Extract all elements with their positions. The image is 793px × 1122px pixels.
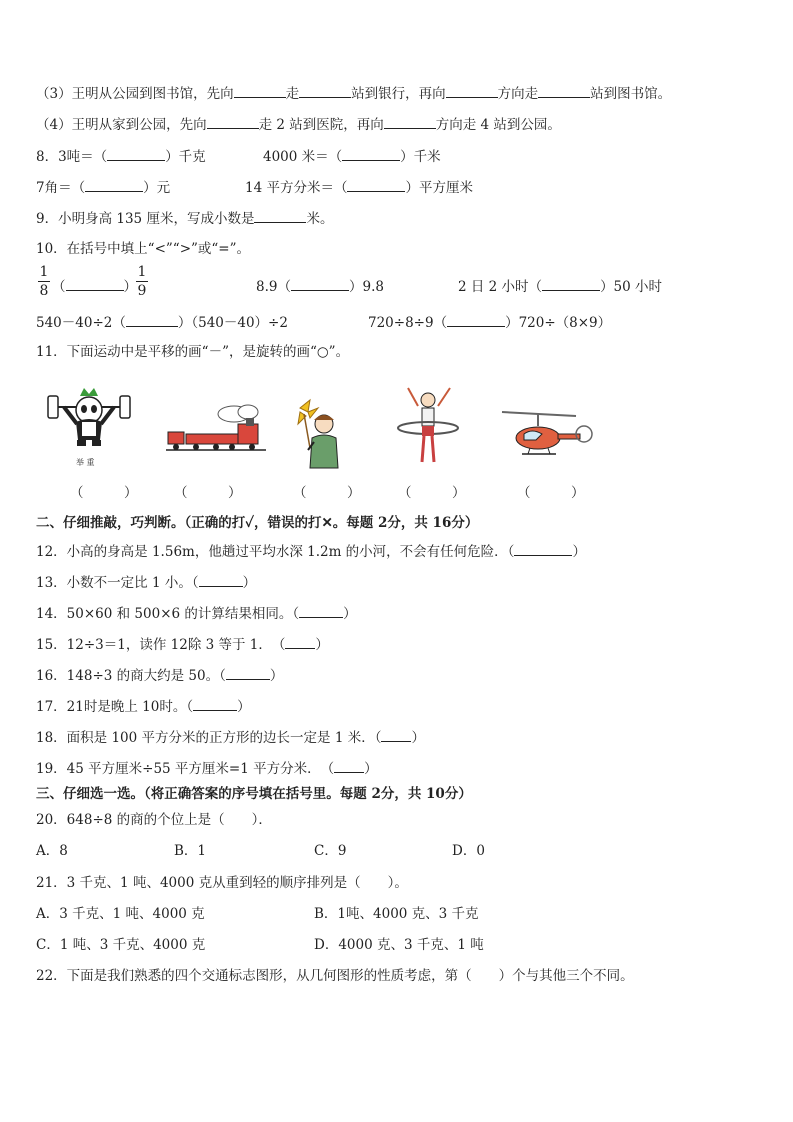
q17: 17．21时是晚上 10时。（ ） <box>36 696 251 716</box>
answer-blank[interactable] <box>226 665 270 680</box>
q20-option-c[interactable]: C．9 <box>314 843 347 859</box>
helicopter-image <box>496 406 596 462</box>
q20-option-b[interactable]: B．1 <box>174 843 207 859</box>
q11-answer-hula-hoop[interactable]: （ ） <box>398 485 466 501</box>
answer-blank[interactable] <box>107 146 165 161</box>
q21-stem: 21．3 千克、1 吨、4000 克从重到轻的顺序排列是（ ）。 <box>36 875 408 891</box>
answer-blank[interactable] <box>447 312 505 327</box>
blank-field[interactable] <box>234 83 286 98</box>
answer-blank[interactable] <box>126 312 178 327</box>
q11-title: 11．下面运动中是平移的画“－”，是旋转的画“○”。 <box>36 344 350 360</box>
q21-option-c[interactable]: C．1 吨、3 千克、4000 克 <box>36 937 206 953</box>
answer-blank[interactable] <box>291 276 349 291</box>
blank-field[interactable] <box>254 208 306 223</box>
q10-item3: 2 日 2 小时（ ）50 小时 <box>458 276 662 296</box>
answer-blank[interactable] <box>381 727 411 742</box>
weightlifting-caption: 举 重 <box>76 458 95 467</box>
answer-blank[interactable] <box>514 541 572 556</box>
q11-answer-helicopter[interactable]: （ ） <box>517 485 585 501</box>
q15: 15．12÷3＝1，读作 12除 3 等于 1． （ ） <box>36 634 329 654</box>
blank-field[interactable] <box>384 114 436 129</box>
answer-blank[interactable] <box>334 758 364 773</box>
q14: 14．50×60 和 500×6 的计算结果相同。（ ） <box>36 603 357 623</box>
q12: 12．小高的身高是 1.56m，他趟过平均水深 1.2m 的小河，不会有任何危险．（ ） <box>36 541 586 561</box>
q8-row1-right: 4000 米＝（ ）千米 <box>263 146 441 166</box>
q21-option-a[interactable]: A．3 千克、1 吨、4000 克 <box>36 906 205 922</box>
q18: 18．面积是 100 平方分米的正方形的边长一定是 1 米．（ ） <box>36 727 425 747</box>
answer-blank[interactable] <box>285 634 315 649</box>
blank-field[interactable] <box>299 83 351 98</box>
train-image <box>166 402 268 454</box>
q7-part3: （3）王明从公园到图书馆，先向 走 站到银行，再向 方向走 站到图书馆。 <box>36 83 671 103</box>
q13: 13．小数不一定比 1 小。（ ） <box>36 572 256 592</box>
q21-option-d[interactable]: D．4000 克、3 千克、1 吨 <box>314 937 484 953</box>
q10-item2: 8.9（ ）9.8 <box>256 276 384 296</box>
q11-answer-weightlifting[interactable]: （ ） <box>70 485 138 501</box>
pinwheel-boy-image <box>286 398 344 474</box>
section2-heading: 二、仔细推敲，巧判断。（正确的打✓，错误的打✕。每题 2分，共 16分） <box>36 515 479 531</box>
answer-blank[interactable] <box>66 276 124 291</box>
blank-field[interactable] <box>538 83 590 98</box>
answer-blank[interactable] <box>342 146 400 161</box>
q8-row1-left: 8．3吨＝（ ）千克 <box>36 146 206 166</box>
blank-field[interactable] <box>207 114 259 129</box>
answer-blank[interactable] <box>85 177 143 192</box>
q20-stem: 20．648÷8 的商的个位上是（ ）． <box>36 812 272 828</box>
q22-stem: 22．下面是我们熟悉的四个交通标志图形，从几何图形的性质考虑，第（ ）个与其他三个不同。 <box>36 968 634 984</box>
q21-option-b[interactable]: B．1吨、4000 克、3 千克 <box>314 906 479 922</box>
answer-blank[interactable] <box>299 603 343 618</box>
weightlifting-panda-image <box>44 382 134 458</box>
answer-blank[interactable] <box>199 572 243 587</box>
q11-answer-train[interactable]: （ ） <box>174 485 242 501</box>
fraction-one-eighth: 1 8 <box>39 264 49 299</box>
q8-row2-right: 14 平方分米＝（ ）平方厘米 <box>245 177 473 197</box>
fraction-one-ninth: 1 9 <box>137 264 147 299</box>
q20-option-d[interactable]: D．0 <box>452 843 485 859</box>
q19: 19．45 平方厘米÷55 平方厘米=1 平方分米． （ ） <box>36 758 378 778</box>
answer-blank[interactable] <box>542 276 600 291</box>
q7-part4: （4）王明从家到公园，先向 走 2 站到医院，再向 方向走 4 站到公园。 <box>36 114 561 134</box>
q10-item4: 540－40÷2（ ）（540－40）÷2 <box>36 312 288 332</box>
section3-heading: 三、仔细选一选。（将正确答案的序号填在括号里。每题 2分，共 10分） <box>36 786 472 802</box>
answer-blank[interactable] <box>193 696 237 711</box>
q11-answer-pinwheel[interactable]: （ ） <box>293 485 361 501</box>
q10-item1: （ ） <box>52 276 137 296</box>
q20-option-a[interactable]: A．8 <box>36 843 68 859</box>
q10-title: 10．在括号中填上“<”“>”或“=”。 <box>36 241 251 257</box>
q9: 9．小明身高 135 厘米，写成小数是 米。 <box>36 208 333 228</box>
q10-item5: 720÷8÷9（ ）720÷（8×9） <box>368 312 611 332</box>
hula-hoop-girl-image <box>394 384 464 470</box>
blank-field[interactable] <box>446 83 498 98</box>
q16: 16．148÷3 的商大约是 50。（ ） <box>36 665 283 685</box>
answer-blank[interactable] <box>347 177 405 192</box>
q8-row2-left: 7角＝（ ）元 <box>36 177 170 197</box>
